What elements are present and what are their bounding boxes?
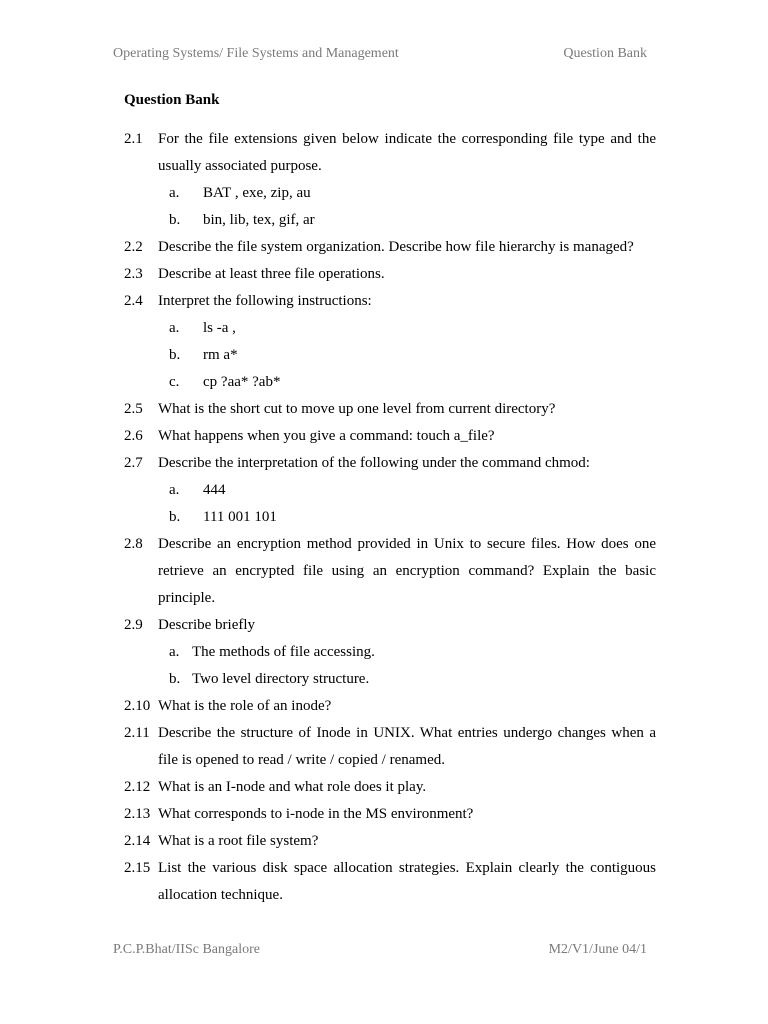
question-number: 2.7 bbox=[124, 455, 143, 471]
question-number: 2.14 bbox=[124, 833, 151, 849]
question-text: What happens when you give a command: touch a_file? bbox=[158, 428, 495, 444]
question-item bbox=[124, 450, 656, 477]
question-item bbox=[124, 126, 656, 153]
question-item bbox=[124, 774, 656, 801]
question-text: Describe the structure of Inode in UNIX. What entries undergo changes when a bbox=[158, 725, 656, 741]
question-number: 2.10 bbox=[124, 698, 151, 714]
sub-item bbox=[124, 207, 656, 234]
sub-item-text: Two level directory structure. bbox=[192, 671, 370, 687]
question-text: Describe an encryption method provided in Unix to secure files. How does one bbox=[158, 536, 656, 552]
sub-item-text: cp ?aa* ?ab* bbox=[203, 374, 281, 390]
question-continuation bbox=[124, 747, 656, 774]
sub-item bbox=[124, 639, 656, 666]
question-text: Describe at least three file operations. bbox=[158, 266, 385, 282]
question-text: Describe the interpretation of the following under the command chmod: bbox=[158, 455, 590, 471]
question-item bbox=[124, 693, 656, 720]
sub-item bbox=[124, 342, 656, 369]
question-number: 2.3 bbox=[124, 266, 143, 282]
question-text: What is the short cut to move up one level from current directory? bbox=[158, 401, 556, 417]
page-title: Question Bank bbox=[124, 92, 220, 108]
sub-item-letter: b. bbox=[169, 212, 181, 228]
question-item bbox=[124, 720, 656, 747]
question-item bbox=[124, 396, 656, 423]
question-item bbox=[124, 234, 656, 261]
sub-item-letter: b. bbox=[169, 347, 181, 363]
question-number: 2.4 bbox=[124, 293, 143, 309]
header-course-title: Operating Systems/ File Systems and Management bbox=[113, 46, 399, 61]
question-text: List the various disk space allocation strategies. Explain clearly the contiguous bbox=[158, 860, 656, 876]
sub-item-text: 444 bbox=[203, 482, 226, 498]
question-item bbox=[124, 828, 656, 855]
sub-item-letter: a. bbox=[169, 482, 180, 498]
sub-item-text: bin, lib, tex, gif, ar bbox=[203, 212, 315, 228]
sub-item-text: ls -a , bbox=[203, 320, 236, 336]
question-text: What is a root file system? bbox=[158, 833, 319, 849]
question-number: 2.2 bbox=[124, 239, 143, 255]
question-list bbox=[124, 126, 656, 909]
sub-item bbox=[124, 666, 656, 693]
sub-item bbox=[124, 369, 656, 396]
question-continuation bbox=[124, 882, 656, 909]
question-number: 2.8 bbox=[124, 536, 143, 552]
sub-item-letter: a. bbox=[169, 185, 180, 201]
sub-item-letter: b. bbox=[169, 509, 181, 525]
question-text: Describe the file system organization. Describe how file hierarchy is managed? bbox=[158, 239, 634, 255]
footer-page-ref: M2/V1/June 04/1 bbox=[548, 942, 647, 957]
sub-item-letter: b. bbox=[169, 671, 181, 687]
question-item bbox=[124, 855, 656, 882]
question-number: 2.12 bbox=[124, 779, 151, 795]
question-continuation bbox=[124, 153, 656, 180]
question-text: file is opened to read / write / copied / renamed. bbox=[158, 752, 445, 768]
sub-item bbox=[124, 477, 656, 504]
footer-author: P.C.P.Bhat/IISc Bangalore bbox=[113, 942, 260, 957]
sub-item-text: The methods of file accessing. bbox=[192, 644, 375, 660]
question-number: 2.9 bbox=[124, 617, 143, 633]
question-text: retrieve an encrypted file using an encryption command? Explain the basic bbox=[158, 563, 656, 579]
question-number: 2.15 bbox=[124, 860, 151, 876]
question-item bbox=[124, 801, 656, 828]
question-number: 2.5 bbox=[124, 401, 143, 417]
question-number: 2.11 bbox=[124, 725, 150, 741]
question-text: principle. bbox=[158, 590, 216, 606]
sub-item-letter: a. bbox=[169, 644, 180, 660]
question-continuation bbox=[124, 585, 656, 612]
sub-item-letter: c. bbox=[169, 374, 180, 390]
sub-item bbox=[124, 180, 656, 207]
question-continuation bbox=[124, 558, 656, 585]
question-text: What corresponds to i-node in the MS environment? bbox=[158, 806, 474, 822]
question-number: 2.1 bbox=[124, 131, 143, 147]
sub-item bbox=[124, 504, 656, 531]
question-number: 2.13 bbox=[124, 806, 151, 822]
question-item bbox=[124, 423, 656, 450]
question-item bbox=[124, 288, 656, 315]
question-item bbox=[124, 531, 656, 558]
question-text: What is the role of an inode? bbox=[158, 698, 332, 714]
sub-item-letter: a. bbox=[169, 320, 180, 336]
question-text: allocation technique. bbox=[158, 887, 283, 903]
question-text: Interpret the following instructions: bbox=[158, 293, 372, 309]
sub-item-text: BAT , exe, zip, au bbox=[203, 185, 311, 201]
question-text: For the file extensions given below indicate the corresponding file type and the bbox=[158, 131, 656, 147]
sub-item bbox=[124, 315, 656, 342]
question-number: 2.6 bbox=[124, 428, 143, 444]
header-section-label: Question Bank bbox=[563, 46, 647, 61]
question-item bbox=[124, 261, 656, 288]
sub-item-text: 111 001 101 bbox=[203, 509, 277, 525]
question-text: Describe briefly bbox=[158, 617, 256, 633]
question-text: usually associated purpose. bbox=[158, 158, 322, 174]
sub-item-text: rm a* bbox=[203, 347, 238, 363]
question-text: What is an I-node and what role does it play. bbox=[158, 779, 427, 795]
question-item bbox=[124, 612, 656, 639]
